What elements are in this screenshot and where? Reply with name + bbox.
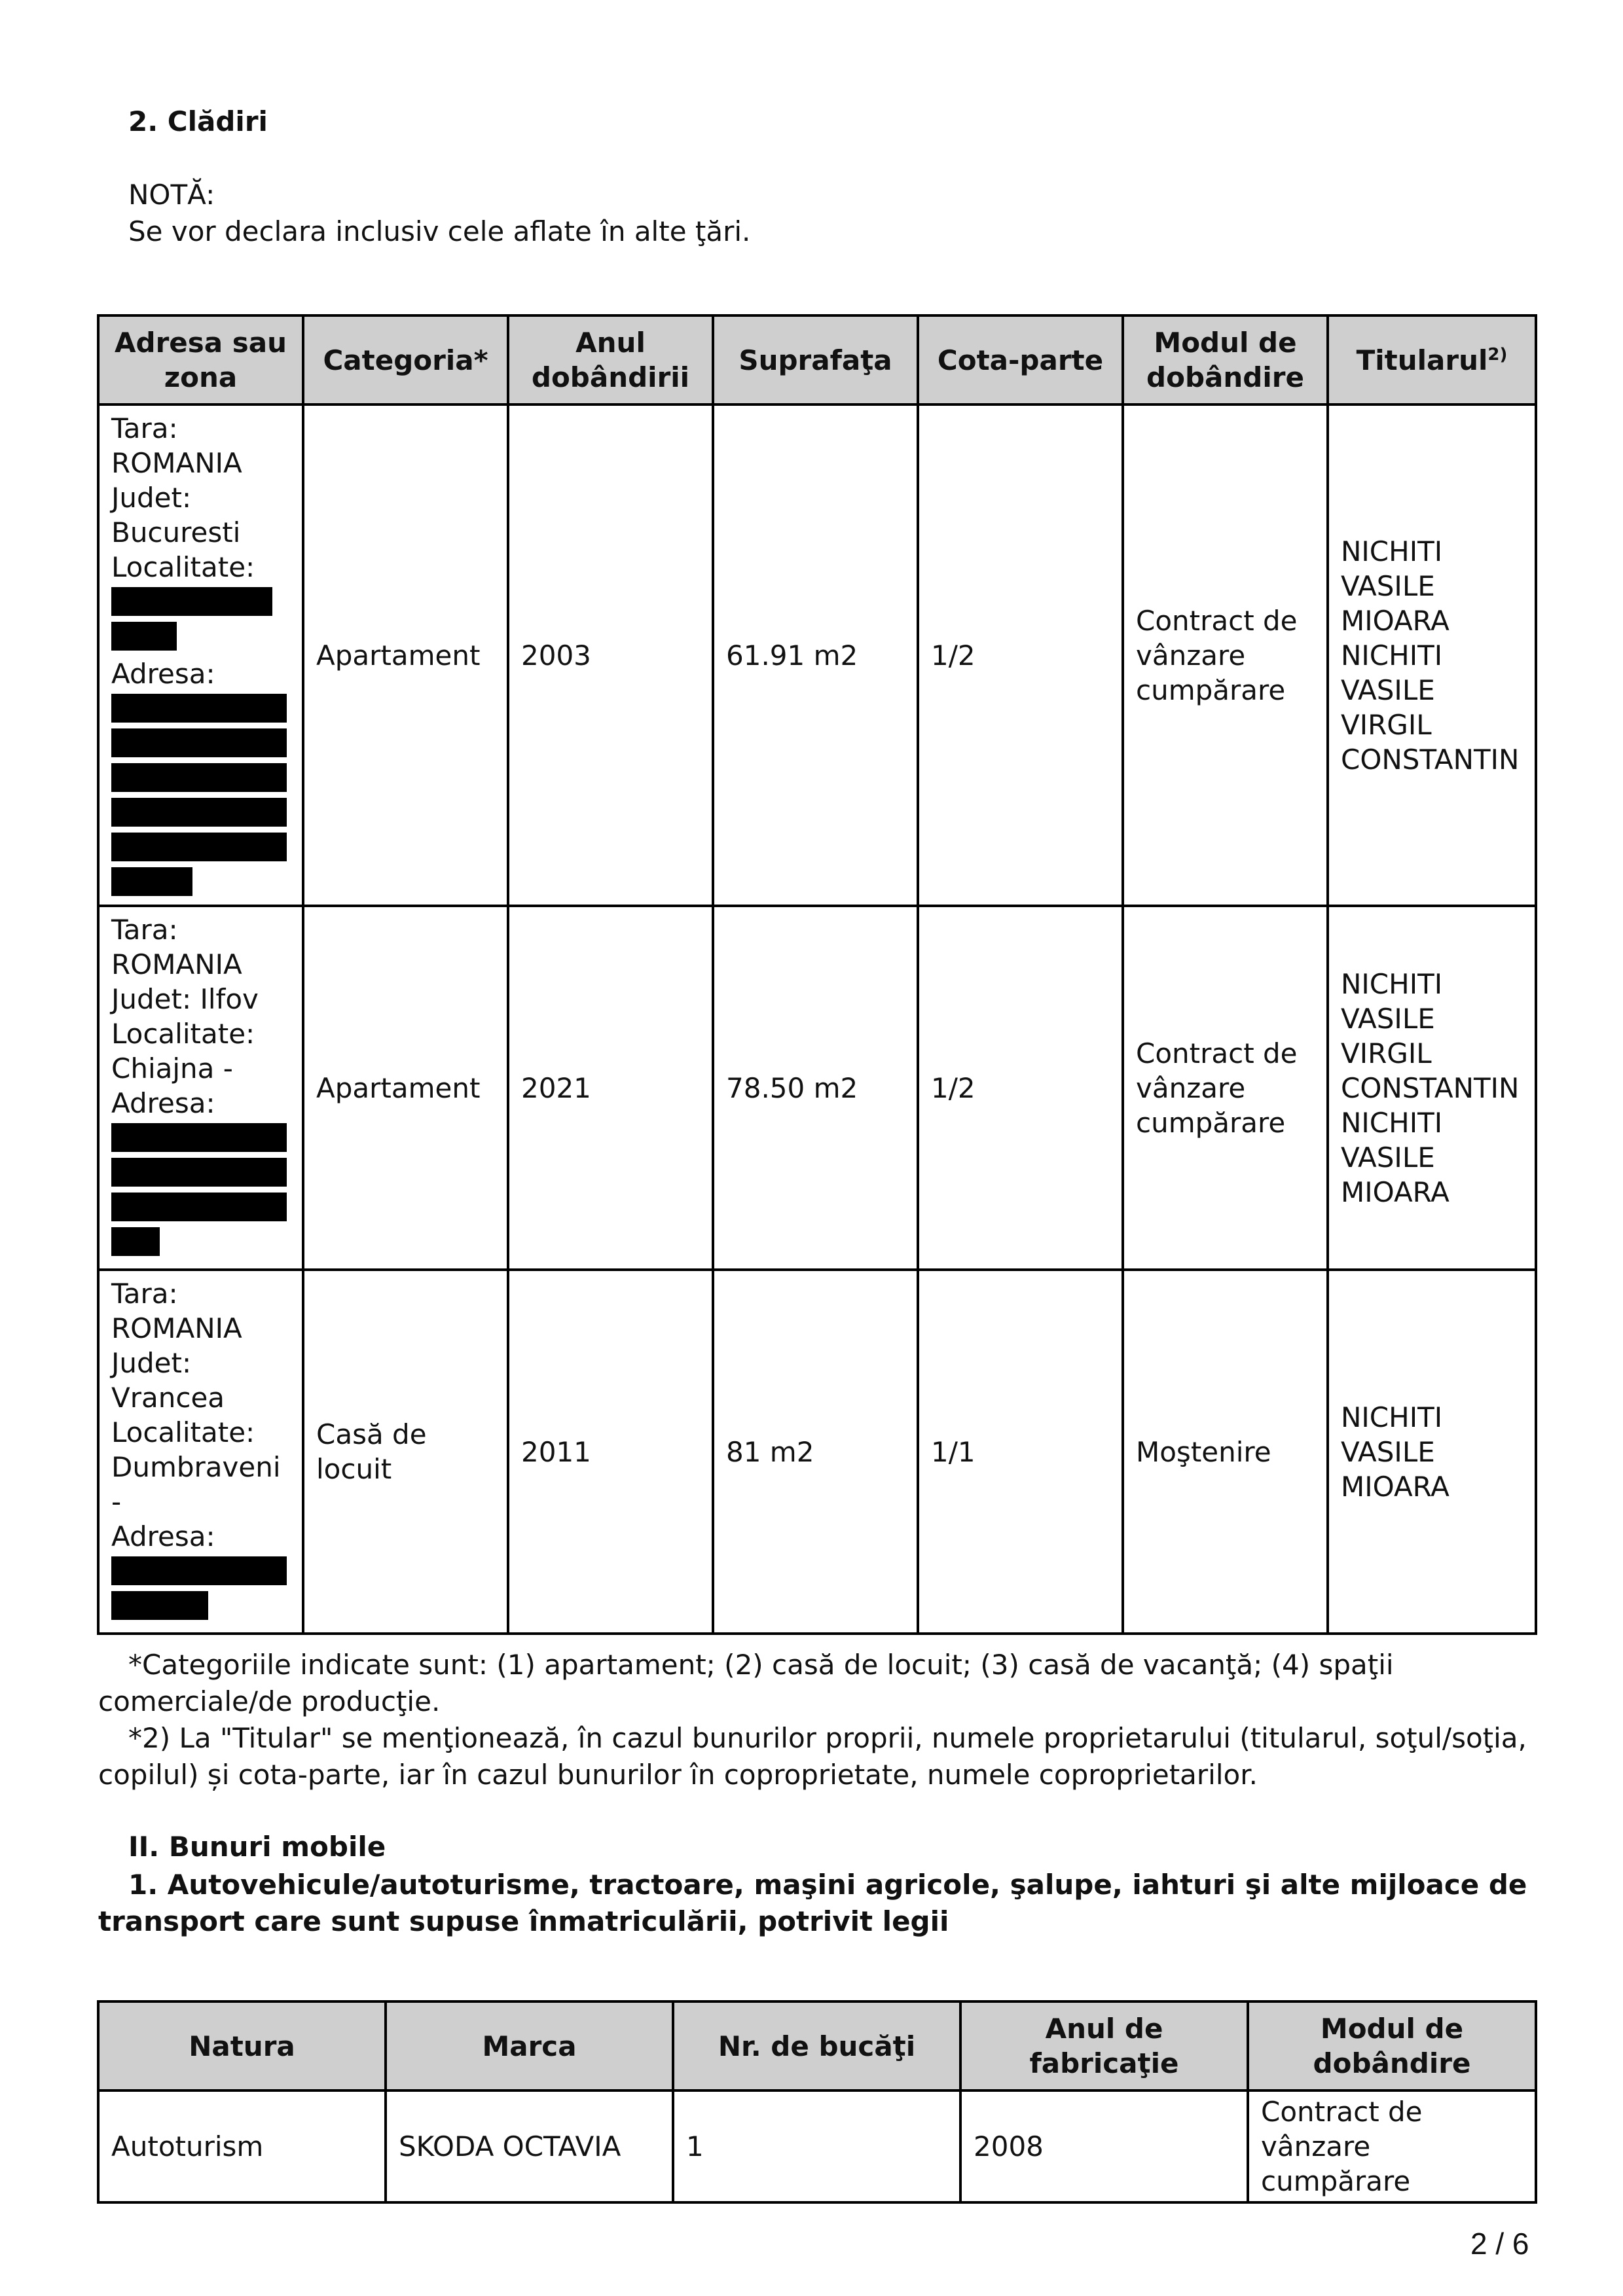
- table-row: [98, 2090, 1536, 2202]
- header-share: Cota-parte: [918, 315, 1123, 404]
- share-cell: 1/2: [918, 906, 1123, 1270]
- redaction-bar: [111, 833, 287, 861]
- nature-cell: Autoturism: [98, 2090, 386, 2202]
- mode-cell: Moştenire: [1123, 1270, 1328, 1634]
- footnote-categories: *Categoriile indicate sunt: (1) apartament; (2) casă de locuit; (3) casă de vacanţă; (4) spaţii comerciale/de producţie.: [98, 1649, 1394, 1717]
- note-label: NOTĂ:: [128, 179, 215, 211]
- table-row: [98, 1270, 1536, 1634]
- header-mode: Modul de dobândire: [1248, 2001, 1536, 2090]
- redaction-bar: [111, 798, 287, 827]
- area-cell: 81 m2: [713, 1270, 918, 1634]
- category-cell: Casă de locuit: [303, 1270, 508, 1634]
- redaction-bar: [111, 1193, 287, 1221]
- table-header-row: [98, 315, 1536, 404]
- redaction-bar: [111, 728, 287, 757]
- mode-cell: Contract de vânzare cumpărare: [1123, 404, 1328, 906]
- share-cell: 1/2: [918, 404, 1123, 906]
- header-brand: Marca: [386, 2001, 673, 2090]
- area-cell: 78.50 m2: [713, 906, 918, 1270]
- header-address: Adresa sau zona: [98, 315, 303, 404]
- year-cell: 2021: [508, 906, 713, 1270]
- mode-cell: Contract de vânzare cumpărare: [1248, 2090, 1536, 2202]
- section2-title: II. Bunuri mobile: [128, 1831, 386, 1863]
- holder-cell: NICHITI VASILE VIRGIL CONSTANTIN NICHITI VASILE MIOARA: [1328, 906, 1536, 1270]
- redaction-bar: [111, 1556, 287, 1585]
- redaction-bar: [111, 1123, 287, 1152]
- redaction-bar: [111, 694, 287, 723]
- redaction-bar: [111, 587, 272, 616]
- mode-cell: Contract de vânzare cumpărare: [1123, 906, 1328, 1270]
- area-cell: 61.91 m2: [713, 404, 918, 906]
- redaction-bar: [111, 1158, 287, 1187]
- address-cell: Tara: ROMANIA Judet: Ilfov Localitate: Chiajna - Adresa:: [98, 906, 303, 1270]
- table-row: [98, 906, 1536, 1270]
- count-cell: 1: [673, 2090, 960, 2202]
- redaction-bar: [111, 763, 287, 792]
- category-cell: Apartament: [303, 906, 508, 1270]
- header-holder: Titularul$^{2)}$: [1328, 315, 1536, 404]
- buildings-table: [97, 314, 1537, 1635]
- header-year: Anul de fabricaţie: [960, 2001, 1248, 2090]
- redaction-bar: [111, 1227, 160, 1256]
- header-category: Categoria*: [303, 315, 508, 404]
- redaction-bar: [111, 1591, 208, 1620]
- year-cell: 2008: [960, 2090, 1248, 2202]
- holder-cell: NICHITI VASILE MIOARA: [1328, 1270, 1536, 1634]
- page-number: 2 / 6: [1470, 2227, 1529, 2261]
- section2-subtitle: 1. Autovehicule/autoturisme, tractoare, maşini agricole, şalupe, iahturi şi alte mijloace de transport care sunt supuse înmatriculării, potrivit legii: [98, 1869, 1527, 1937]
- header-count: Nr. de bucăţi: [673, 2001, 960, 2090]
- table-header-row: [98, 2001, 1536, 2090]
- year-cell: 2011: [508, 1270, 713, 1634]
- address-cell: Tara: ROMANIA Judet: Vrancea Localitate: Dumbraveni - Adresa:: [98, 1270, 303, 1634]
- address-cell: Tara: ROMANIA Judet: Bucuresti Localitate: Adresa:: [98, 404, 303, 906]
- brand-cell: SKODA OCTAVIA: [386, 2090, 673, 2202]
- share-cell: 1/1: [918, 1270, 1123, 1634]
- header-area: Suprafaţa: [713, 315, 918, 404]
- header-mode: Modul de dobândire: [1123, 315, 1328, 404]
- note-text: Se vor declara inclusiv cele aflate în alte ţări.: [128, 215, 751, 247]
- header-year: Anul dobândirii: [508, 315, 713, 404]
- redaction-bar: [111, 622, 177, 651]
- header-nature: Natura: [98, 2001, 386, 2090]
- footnotes: [98, 1647, 1539, 1793]
- footnote-holder: *2) La "Titular" se menţionează, în cazul bunurilor proprii, numele proprietarului (titularul, soţul/soţia, copilul) și cota-parte, iar în cazul bunurilor în coproprietate, numele coproprietarilor.: [98, 1722, 1527, 1791]
- category-cell: Apartament: [303, 404, 508, 906]
- holder-cell: NICHITI VASILE MIOARA NICHITI VASILE VIRGIL CONSTANTIN: [1328, 404, 1536, 906]
- table-row: [98, 404, 1536, 906]
- year-cell: 2003: [508, 404, 713, 906]
- vehicles-table: [97, 2000, 1537, 2204]
- redaction-bar: [111, 867, 192, 896]
- section-title: 2. Clădiri: [128, 105, 268, 137]
